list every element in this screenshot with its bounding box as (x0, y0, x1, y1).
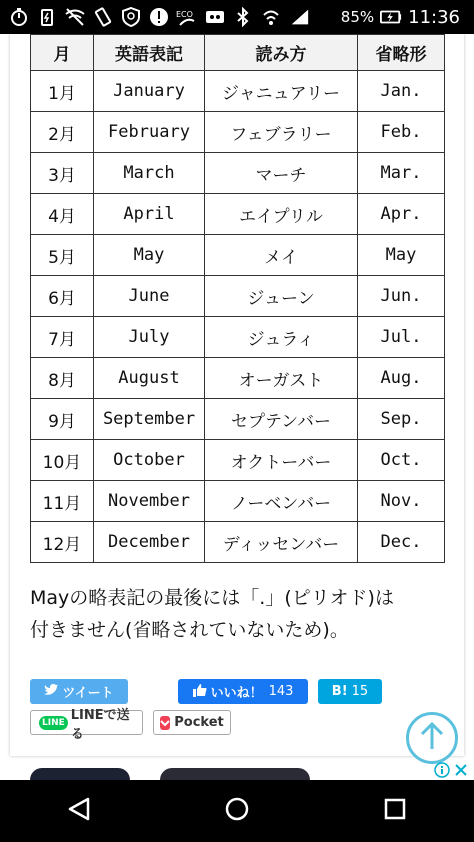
english-cell: July (94, 317, 205, 358)
reading-cell: セプテンバー (205, 399, 358, 440)
battery-percent: 85% (340, 8, 375, 26)
english-cell: September (94, 399, 205, 440)
line-share-button[interactable] (30, 707, 143, 742)
table-row (31, 358, 445, 399)
month-cell: 7月 (31, 317, 94, 358)
arrow-up-icon (419, 721, 445, 755)
table-header-row (31, 35, 445, 71)
reading-cell: フェブラリー (205, 112, 358, 153)
ad-image-left[interactable] (30, 768, 130, 780)
battery-charging-icon (380, 6, 402, 28)
table-row (31, 235, 445, 276)
reading-cell: ディッセンバー (205, 522, 358, 563)
month-table (30, 34, 445, 563)
month-cell: 11月 (31, 481, 94, 522)
article-content (10, 34, 464, 756)
reading-cell: ノーベンバー (205, 481, 358, 522)
month-cell: 6月 (31, 276, 94, 317)
reading-cell: メイ (205, 235, 358, 276)
facebook-like-button[interactable] (178, 679, 308, 704)
tweet-label: ツイート (62, 686, 114, 701)
reading-cell: マーチ (205, 153, 358, 194)
status-bar (0, 0, 474, 34)
abbreviation-cell: Apr. (358, 194, 445, 235)
share-row-2 (30, 707, 231, 742)
month-cell: 9月 (31, 399, 94, 440)
reading-cell: オーガスト (205, 358, 358, 399)
english-cell: May (94, 235, 205, 276)
english-cell: November (94, 481, 205, 522)
abbreviation-cell: Nov. (358, 481, 445, 522)
table-row (31, 153, 445, 194)
note-line-2: 付きません(省略されていないため)。 (30, 619, 349, 641)
twitter-bird-icon (44, 684, 58, 700)
abbreviation-cell: Jul. (358, 317, 445, 358)
tweet-button[interactable] (30, 679, 128, 704)
bluetooth-icon (232, 6, 254, 28)
like-label: いいね！ (210, 686, 263, 701)
line-label: LINEで送る (70, 707, 130, 742)
reading-cell: ジュラィ (205, 317, 358, 358)
month-cell: 12月 (31, 522, 94, 563)
table-row (31, 194, 445, 235)
navigation-bar (0, 780, 474, 842)
abbreviation-cell: Mar. (358, 153, 445, 194)
back-triangle-icon (66, 796, 92, 826)
english-cell: December (94, 522, 205, 563)
month-cell: 5月 (31, 235, 94, 276)
line-logo: LINE (39, 716, 68, 730)
table-row (31, 481, 445, 522)
alert-icon (148, 6, 170, 28)
header-reading: 読み方 (205, 35, 358, 71)
hatena-count: 15 (351, 684, 369, 699)
ad-image-right[interactable] (160, 768, 310, 780)
table-row (31, 399, 445, 440)
voicemail-icon (204, 6, 226, 28)
table-row (31, 276, 445, 317)
abbreviation-cell: Jan. (358, 71, 445, 112)
month-cell: 1月 (31, 71, 94, 112)
english-cell: October (94, 440, 205, 481)
table-row (31, 112, 445, 153)
table-row (31, 440, 445, 481)
back-button[interactable] (49, 781, 109, 841)
month-cell: 4月 (31, 194, 94, 235)
close-ad-icon[interactable] (453, 762, 469, 782)
back-to-top-button[interactable] (406, 712, 458, 764)
lte-signal-icon (288, 6, 310, 28)
wifi-calling-icon (260, 6, 282, 28)
abbreviation-cell: Feb. (358, 112, 445, 153)
wifi-off-icon (64, 6, 86, 28)
clock: 11:36 (408, 6, 460, 28)
table-row (31, 317, 445, 358)
english-cell: August (94, 358, 205, 399)
english-cell: April (94, 194, 205, 235)
svg-text:ECO: ECO (176, 10, 193, 19)
home-button[interactable] (207, 781, 267, 841)
like-count: 143 (268, 684, 294, 699)
hatena-label: B! (331, 684, 348, 699)
note-paragraph (30, 582, 450, 646)
stopwatch-icon (8, 6, 30, 28)
abbreviation-cell: Jun. (358, 276, 445, 317)
month-cell: 3月 (31, 153, 94, 194)
recents-square-icon (383, 797, 407, 825)
status-icons (0, 6, 341, 28)
english-cell: January (94, 71, 205, 112)
english-cell: March (94, 153, 205, 194)
month-cell: 8月 (31, 358, 94, 399)
hatena-bookmark-button[interactable] (318, 679, 382, 704)
info-icon[interactable] (434, 762, 450, 782)
abbreviation-cell: Aug. (358, 358, 445, 399)
abbreviation-cell: Sep. (358, 399, 445, 440)
recents-button[interactable] (365, 781, 425, 841)
abbreviation-cell: Dec. (358, 522, 445, 563)
note-line-1: Mayの略表記の最後には「.」(ピリオド)は (30, 587, 394, 609)
pocket-button[interactable] (153, 710, 231, 735)
pocket-label: Pocket (174, 715, 224, 730)
table-body (31, 71, 445, 563)
table-row (31, 522, 445, 563)
month-cell: 2月 (31, 112, 94, 153)
thumbs-up-icon (193, 683, 207, 701)
reading-cell: エイプリル (205, 194, 358, 235)
english-cell: February (94, 112, 205, 153)
reading-cell: ジューン (205, 276, 358, 317)
table-row (31, 71, 445, 112)
header-month: 月 (31, 35, 94, 71)
abbreviation-cell: Oct. (358, 440, 445, 481)
home-circle-icon (224, 796, 250, 826)
header-abbreviation: 省略形 (358, 35, 445, 71)
search-shield-icon (120, 6, 142, 28)
ad-choices[interactable] (434, 762, 469, 782)
month-cell: 10月 (31, 440, 94, 481)
pocket-icon (160, 716, 170, 730)
reading-cell: ジャニュアリー (205, 71, 358, 112)
eco-icon (176, 6, 198, 28)
reading-cell: オクトーバー (205, 440, 358, 481)
abbreviation-cell: May (358, 235, 445, 276)
english-cell: June (94, 276, 205, 317)
header-english: 英語表記 (94, 35, 205, 71)
screen-rotation-icon (92, 6, 114, 28)
share-row-1 (30, 679, 382, 704)
battery-saver-icon (36, 6, 58, 28)
